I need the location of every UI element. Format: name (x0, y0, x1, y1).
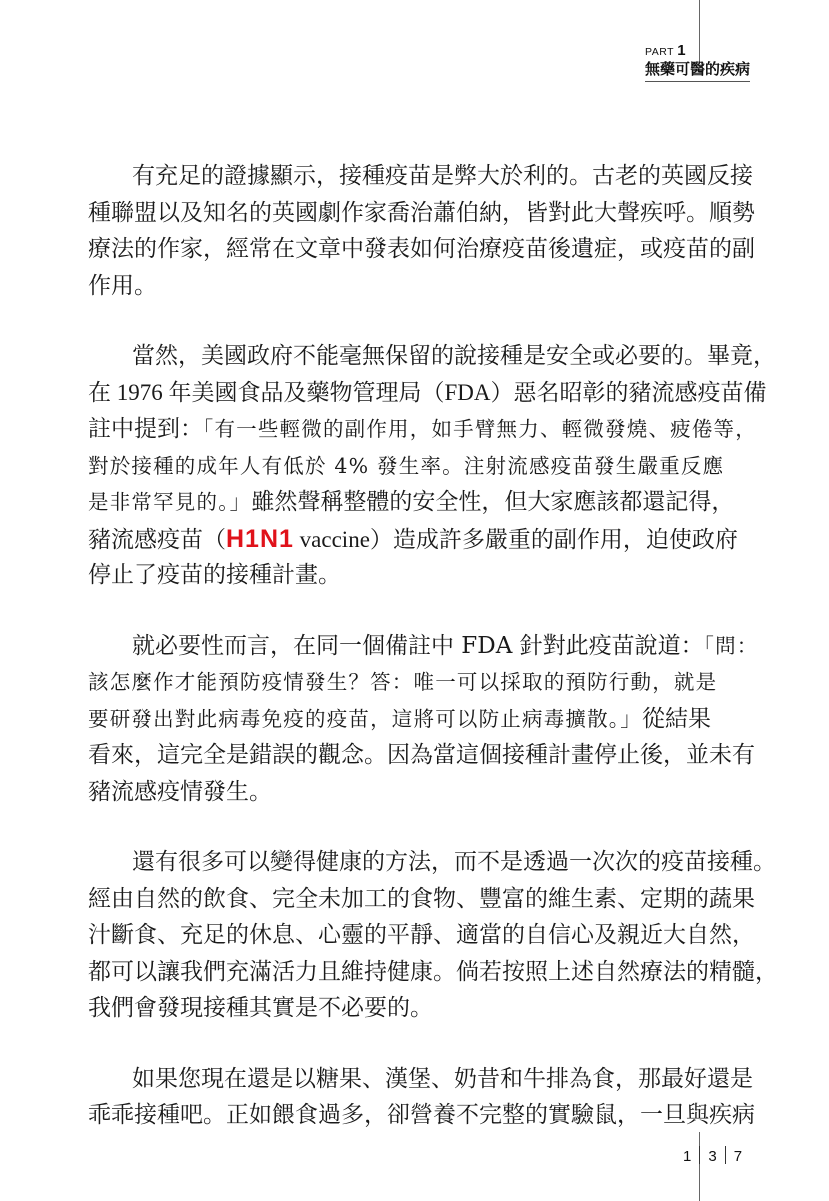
text-line: 我們會發現接種其實是不必要的。 (88, 995, 433, 1021)
text-line: 停止了疫苗的接種計畫。 (88, 562, 341, 588)
running-header (645, 44, 750, 82)
text-line: 當然，美國政府不能毫無保留的說接種是安全或必要的。畢竟， (132, 343, 776, 369)
text-line: 就必要性而言，在同一個備註中 FDA 針對此疫苗說道：「問： (132, 632, 759, 659)
text-line: 經由自然的飲食、完全未加工的食物、豐富的維生素、定期的蔬果 (88, 885, 755, 912)
text-line: 乖乖接種吧。正如餵食過多，卻營養不完整的實驗鼠，一旦與疾病 (88, 1102, 755, 1128)
text-line: 種聯盟以及知名的英國劇作家喬治蕭伯納，皆對此大聲疾呼。順勢 (88, 199, 755, 226)
text-line: 註中提到：「有一些輕微的副作用，如手臂無力、輕微發燒、疲倦等， (88, 416, 757, 442)
page-number-digit: 7 (733, 1148, 743, 1165)
page-number-digit: 3 (708, 1148, 717, 1165)
text-line: 都可以讓我們充滿活力且維持健康。倘若按照上述自然療法的精髓， (88, 958, 778, 985)
paragraph-5 (88, 1061, 755, 1134)
h1n1-highlight: H1N1 (226, 524, 294, 553)
paragraph-1 (88, 158, 755, 304)
fda-quote: 「有一些輕微的副作用，如手臂無力、輕微發燒、疲倦等， (203, 417, 757, 441)
fda-quote: 對於接種的成年人有低於 4% 發生率。注射流感疫苗發生嚴重反應 (88, 453, 725, 478)
text-line: 在 1976 年美國食品及藥物管理局（FDA）惡名昭彰的豬流感疫苗備 (88, 379, 767, 405)
body-text (88, 158, 778, 1168)
part-number: 1 (677, 42, 687, 59)
text-line: 療法的作家，經常在文章中發表如何治療疫苗後遺症，或疫苗的副 (88, 236, 755, 262)
text-line: 如果您現在還是以糖果、漢堡、奶昔和牛排為食，那最好還是 (132, 1065, 753, 1092)
text-line: 還有很多可以變得健康的方法，而不是透過一次次的疫苗接種。 (132, 849, 776, 875)
text-line: 要研發出對此病毒免疫的疫苗，這將可以防止病毒擴散。」從結果 (88, 705, 711, 732)
page-number (683, 1146, 742, 1165)
text-line: 看來，這完全是錯誤的觀念。因為當這個接種計畫停止後，並未有 (88, 742, 755, 768)
text-line: 豬流感疫苗（H1N1 vaccine）造成許多嚴重的副作用，迫使政府 (88, 524, 738, 553)
page-number-digit: 1 (683, 1148, 692, 1165)
text-line: 汁斷食、充足的休息、心靈的平靜、適當的自信心及親近大自然， (88, 922, 755, 948)
chapter-title: 無藥可醫的疾病 (645, 59, 750, 82)
part-label: PART 1 (644, 42, 687, 59)
fda-quote: 是非常罕見的。」 (88, 490, 252, 514)
paragraph-4 (88, 844, 778, 1027)
fda-quote: 要研發出對此病毒免疫的疫苗，這將可以防止病毒擴散。」 (88, 706, 642, 731)
text-line: 豬流感疫情發生。 (88, 778, 272, 805)
text-line: 有充足的證據顯示，接種疫苗是弊大於利的。古老的英國反接 (132, 163, 753, 189)
text-line: 作用。 (88, 272, 157, 299)
paragraph-2 (88, 338, 776, 594)
fda-quote: 「問： (703, 633, 759, 658)
text-line: 是非常罕見的。」雖然聲稱整體的安全性，但大家應該都還記得， (88, 489, 735, 515)
fda-quote: 該怎麼作才能預防疫情發生？答：唯一可以採取的預防行動，就是 (88, 670, 718, 694)
bottom-vertical-rule (699, 1132, 700, 1201)
paragraph-3 (88, 628, 759, 811)
